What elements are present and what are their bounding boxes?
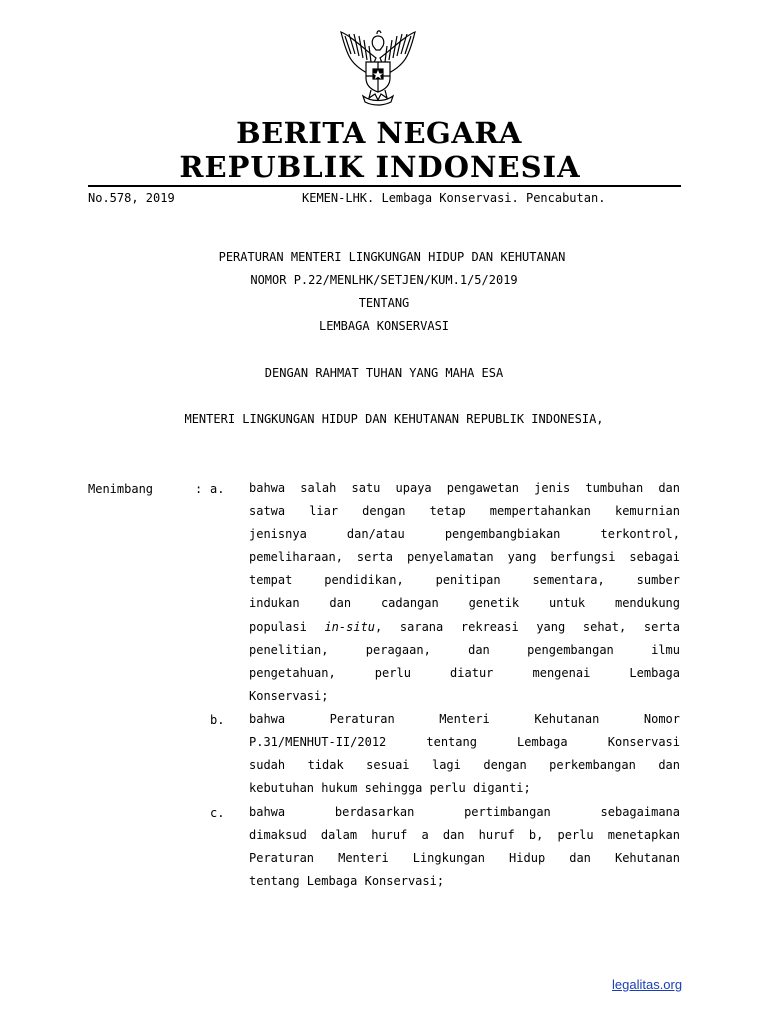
regulation-issuer: MENTERI LINGKUNGAN HIDUP DAN KEHUTANAN REPUBLIK INDONESIA, (184, 412, 604, 426)
text-line: penelitian, peragaan, dan pengembangan ilmu (249, 642, 680, 657)
legalitas-link[interactable]: legalitas.org (612, 977, 683, 992)
text-line: indukan dan cadangan genetik untuk mendukung (249, 596, 680, 611)
text-line: Peraturan Menteri Lingkungan Hidup dan Kehutanan (249, 851, 680, 866)
text-line: kebutuhan hukum sehingga perlu diganti; (249, 781, 531, 796)
considerations-colon: : (195, 482, 203, 496)
text-line: jenisnya dan/atau pengembangbiakan terkontrol, (249, 527, 680, 542)
consideration-item-a (249, 477, 680, 708)
text-line: tempat pendidikan, penitipan sementara, sumber (249, 573, 680, 588)
masthead-title: BERITA NEGARA (236, 116, 522, 150)
consideration-item-b (249, 708, 680, 800)
regulation-topic: LEMBAGA KONSERVASI (318, 319, 450, 333)
text-line: Konservasi; (249, 688, 329, 703)
text-line: bahwa berdasarkan pertimbangan sebagaimana (249, 805, 680, 819)
text-line: bahwa Peraturan Menteri Kehutanan Nomor (249, 712, 680, 726)
regulation-title: PERATURAN MENTERI LINGKUNGAN HIDUP DAN KEHUTANAN (218, 250, 566, 264)
text-line: satwa liar dengan tetap mempertahankan kemurnian (249, 504, 680, 519)
garuda-emblem-icon (333, 28, 423, 106)
text-line: sudah tidak sesuai lagi dengan perkembangan dan (249, 758, 680, 773)
regulation-about: TENTANG (358, 296, 410, 310)
text-line: pemeliharaan, serta penyelamatan yang berfungsi sebagai (249, 550, 680, 565)
gazette-subject: KEMEN-LHK. Lembaga Konservasi. Pencabutan. (302, 191, 606, 205)
gazette-number: No.578, 2019 (88, 191, 175, 205)
regulation-number: NOMOR P.22/MENLHK/SETJEN/KUM.1/5/2019 (250, 273, 518, 287)
text-line: P.31/MENHUT-II/2012 tentang Lembaga Konservasi (249, 735, 680, 750)
text-line: tentang Lembaga Konservasi; (249, 874, 445, 889)
masthead-subtitle: REPUBLIK INDONESIA (179, 150, 581, 184)
regulation-grace: DENGAN RAHMAT TUHAN YANG MAHA ESA (264, 366, 504, 380)
considerations-label: Menimbang (88, 482, 154, 496)
italic-term: in-situ (324, 619, 376, 634)
text-line: bahwa salah satu upaya pengawetan jenis tumbuhan dan (249, 481, 680, 495)
text-line: populasi in-situ, sarana rekreasi yang sehat, serta (249, 619, 680, 634)
header-divider (88, 185, 681, 187)
consideration-letter: b. (210, 713, 225, 727)
text-line: pengetahuan, perlu diatur mengenai Lembaga (249, 665, 680, 680)
consideration-letter: c. (210, 806, 225, 820)
text-line: dimaksud dalam huruf a dan huruf b, perlu menetapkan (249, 828, 680, 843)
consideration-item-c (249, 801, 680, 893)
consideration-letter: a. (210, 482, 225, 496)
